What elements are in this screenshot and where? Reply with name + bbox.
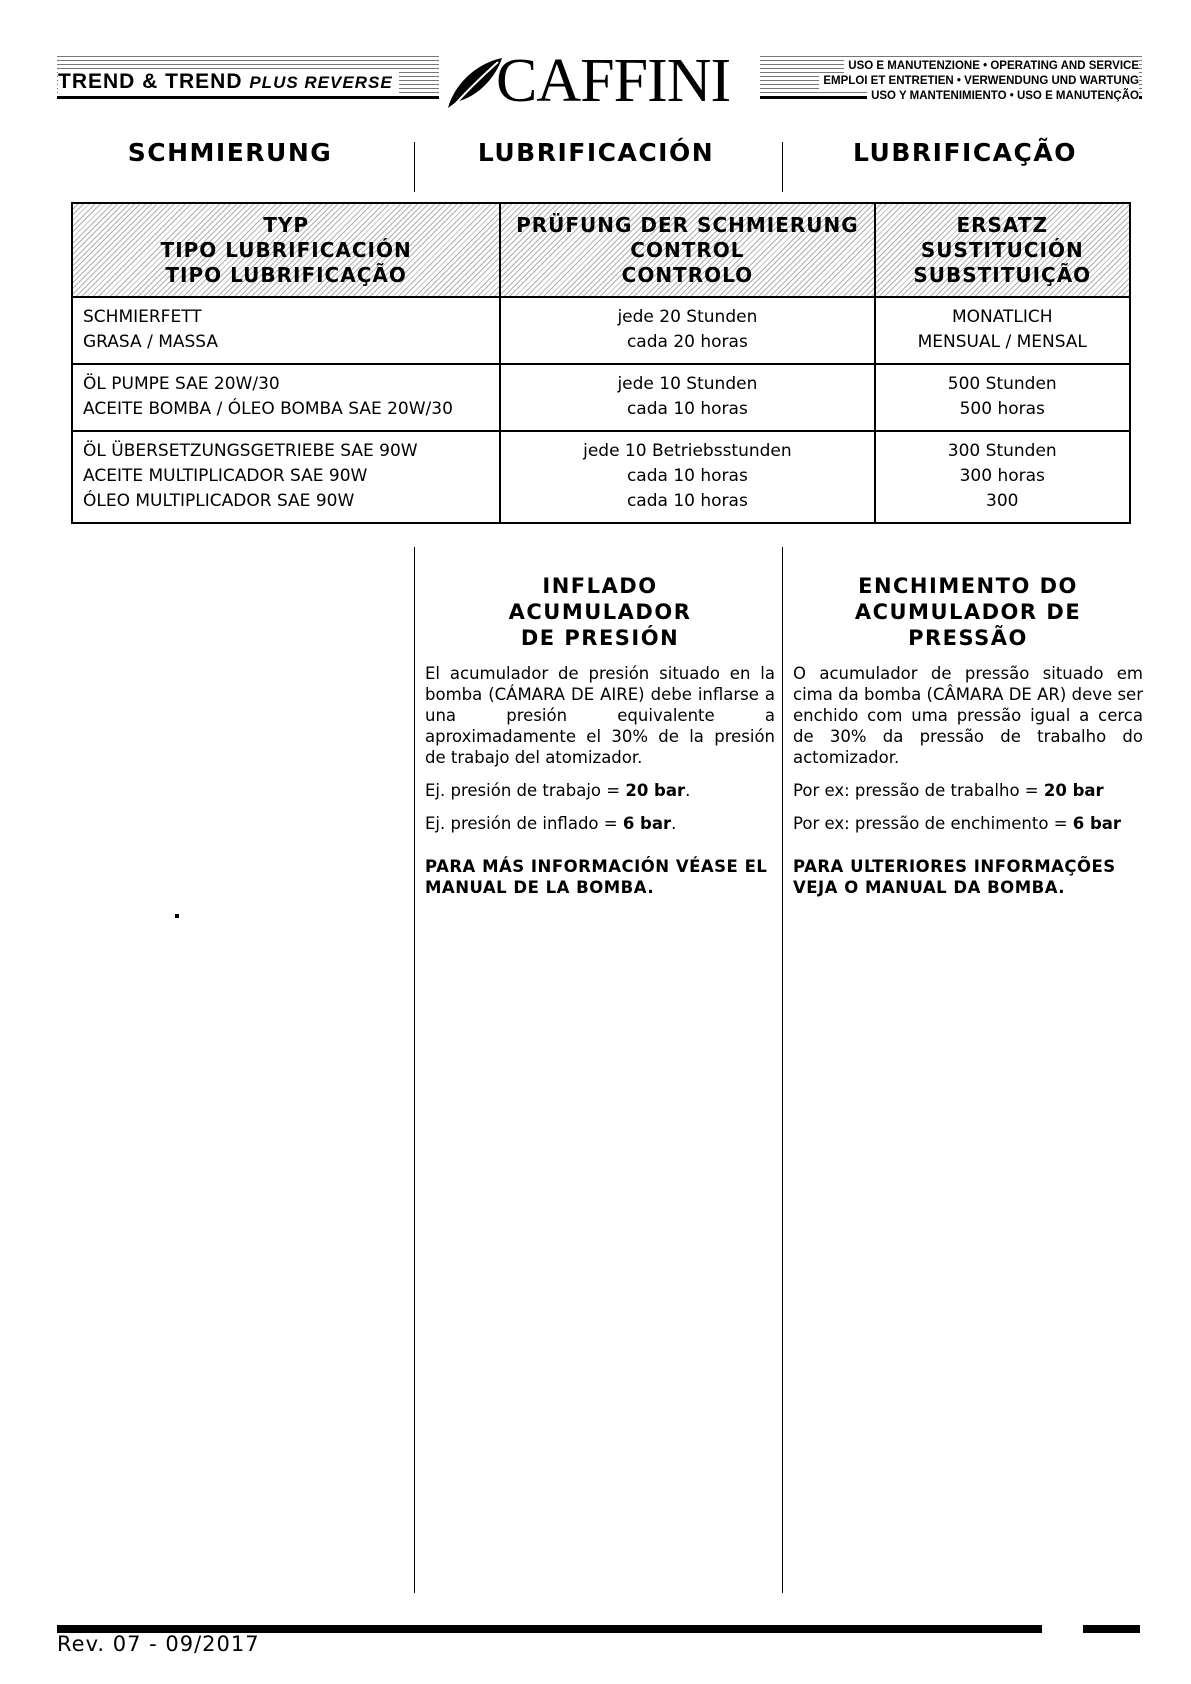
cell-line: cada 20 horas: [626, 332, 748, 352]
cell-line: ACEITE MULTIPLICADOR SAE 90W: [83, 466, 368, 486]
header-replace: [875, 203, 1131, 297]
example-value: 6 bar: [622, 814, 672, 833]
table-row: [72, 364, 1130, 431]
header-line: SUSTITUCIÓN: [920, 238, 1084, 262]
cell-line: 300 Stunden: [947, 441, 1057, 461]
title-line: PRESSÃO: [908, 626, 1028, 650]
cell-type: [72, 364, 500, 431]
header-control: [500, 203, 874, 297]
example-tail: .: [671, 814, 677, 833]
section-pt-body: O acumulador de pressão situado em cima da bomba (CÂMARA DE AR) deve ser enchido com uma pressão igual a cerca de 30% da pressão de trabalho do actomizador.: [793, 664, 1143, 767]
stray-dot: [175, 914, 179, 918]
cell-replace: [875, 297, 1131, 364]
title-pt: LUBRIFICAÇÃO: [853, 138, 1077, 167]
header-line: TIPO LUBRIFICAÇÃO: [165, 263, 407, 287]
column-divider: [782, 547, 783, 1593]
header-line: SUBSTITUIÇÃO: [913, 263, 1092, 287]
model-suffix: PLUS REVERSE: [249, 73, 393, 92]
section-pt-example-working: [793, 780, 1143, 801]
cell-line: 300 horas: [959, 466, 1045, 486]
title-line: ACUMULADOR: [508, 600, 692, 624]
column-divider: [782, 142, 783, 192]
model-title: [58, 70, 399, 94]
header-type: [72, 203, 500, 297]
section-es-example-working: [425, 780, 775, 801]
cell-line: 300: [986, 491, 1019, 511]
section-es-body: El acumulador de presión situado en la bomba (CÁMARA DE AIRE) debe inflarse a una presión equivalente a aproximadamente el 30% de la presión de trabajo del atomizador.: [425, 664, 775, 767]
usage-line: EMPLOI ET ENTRETIEN • VERWENDUNG UND WARTUNG: [819, 74, 1139, 89]
section-es-accumulator: [425, 573, 775, 898]
cell-control: [500, 297, 874, 364]
section-es-title: [425, 573, 775, 651]
revision-label: Rev. 07 - 09/2017: [57, 1632, 260, 1656]
table-row: [72, 297, 1130, 364]
section-pt-accumulator: [793, 573, 1143, 898]
footer-rule-end: [1083, 1625, 1140, 1633]
table-header-row: [72, 203, 1130, 297]
cell-line: cada 10 horas: [626, 399, 748, 419]
lubrication-table: [71, 202, 1131, 524]
title-line: ACUMULADOR DE: [854, 600, 1082, 624]
example-value: 20 bar: [625, 781, 686, 800]
cell-line: MONATLICH: [951, 307, 1053, 327]
cell-line: MENSUAL / MENSAL: [917, 332, 1087, 352]
cell-control: [500, 364, 874, 431]
header-line: CONTROL: [630, 238, 745, 262]
cell-type: [72, 431, 500, 523]
cell-line: ÓLEO MULTIPLICADOR SAE 90W: [83, 491, 355, 511]
cell-replace: [875, 364, 1131, 431]
example-label: Ej. presión de trabajo =: [425, 781, 626, 800]
column-divider: [414, 142, 415, 192]
title-line: INFLADO: [542, 574, 658, 598]
leaf-icon: [444, 56, 504, 112]
example-label: Por ex: pressão de enchimento =: [793, 814, 1073, 833]
section-pt-title: [793, 573, 1143, 651]
cell-line: ÖL PUMPE SAE 20W/30: [83, 374, 280, 394]
example-tail: .: [685, 781, 691, 800]
cell-line: GRASA / MASSA: [83, 332, 219, 352]
brand-name: CAFFINI: [496, 47, 731, 115]
cell-line: cada 10 horas: [626, 466, 748, 486]
section-es-example-inflation: [425, 813, 775, 834]
cell-line: ACEITE BOMBA / ÓLEO BOMBA SAE 20W/30: [83, 399, 453, 419]
cell-line: 500 horas: [959, 399, 1045, 419]
title-es: LUBRIFICACIÓN: [477, 138, 715, 167]
header-line: TYP: [263, 213, 310, 237]
section-pt-example-filling: [793, 813, 1143, 834]
cell-line: cada 10 horas: [626, 491, 748, 511]
cell-type: [72, 297, 500, 364]
cell-line: 500 Stunden: [947, 374, 1057, 394]
header-line: CONTROLO: [621, 263, 754, 287]
column-divider: [414, 547, 415, 1593]
section-pt-note: PARA ULTERIORES INFORMAÇÕES VEJA O MANUAL DA BOMBA.: [793, 857, 1116, 897]
usage-line: USO Y MANTENIMIENTO • USO E MANUTENÇÃO: [867, 89, 1139, 104]
cell-line: jede 10 Stunden: [617, 374, 758, 394]
cell-line: SCHMIERFETT: [83, 307, 202, 327]
table-row: [72, 431, 1130, 523]
usage-languages: [819, 59, 1139, 104]
cell-line: jede 10 Betriebsstunden: [583, 441, 792, 461]
header-line: ERSATZ: [956, 213, 1049, 237]
title-line: ENCHIMENTO DO: [858, 574, 1078, 598]
cell-line: jede 20 Stunden: [617, 307, 758, 327]
cell-line: ÖL ÜBERSETZUNGSGETRIEBE SAE 90W: [83, 441, 418, 461]
header-line: PRÜFUNG DER SCHMIERUNG: [516, 213, 859, 237]
example-label: Ej. presión de inflado =: [425, 814, 623, 833]
cell-control: [500, 431, 874, 523]
cell-replace: [875, 431, 1131, 523]
usage-line: USO E MANUTENZIONE • OPERATING AND SERVICE: [844, 59, 1139, 74]
title-de: SCHMIERUNG: [127, 138, 333, 167]
header-line: TIPO LUBRIFICACIÓN: [160, 238, 412, 262]
section-es-note: PARA MÁS INFORMACIÓN VÉASE EL MANUAL DE LA BOMBA.: [425, 857, 768, 897]
model-name: TREND & TREND: [58, 70, 243, 93]
brand-logo: [444, 47, 756, 115]
example-value: 6 bar: [1072, 814, 1122, 833]
example-value: 20 bar: [1043, 781, 1104, 800]
example-label: Por ex: pressão de trabalho =: [793, 781, 1044, 800]
title-line: DE PRESIÓN: [520, 626, 680, 650]
